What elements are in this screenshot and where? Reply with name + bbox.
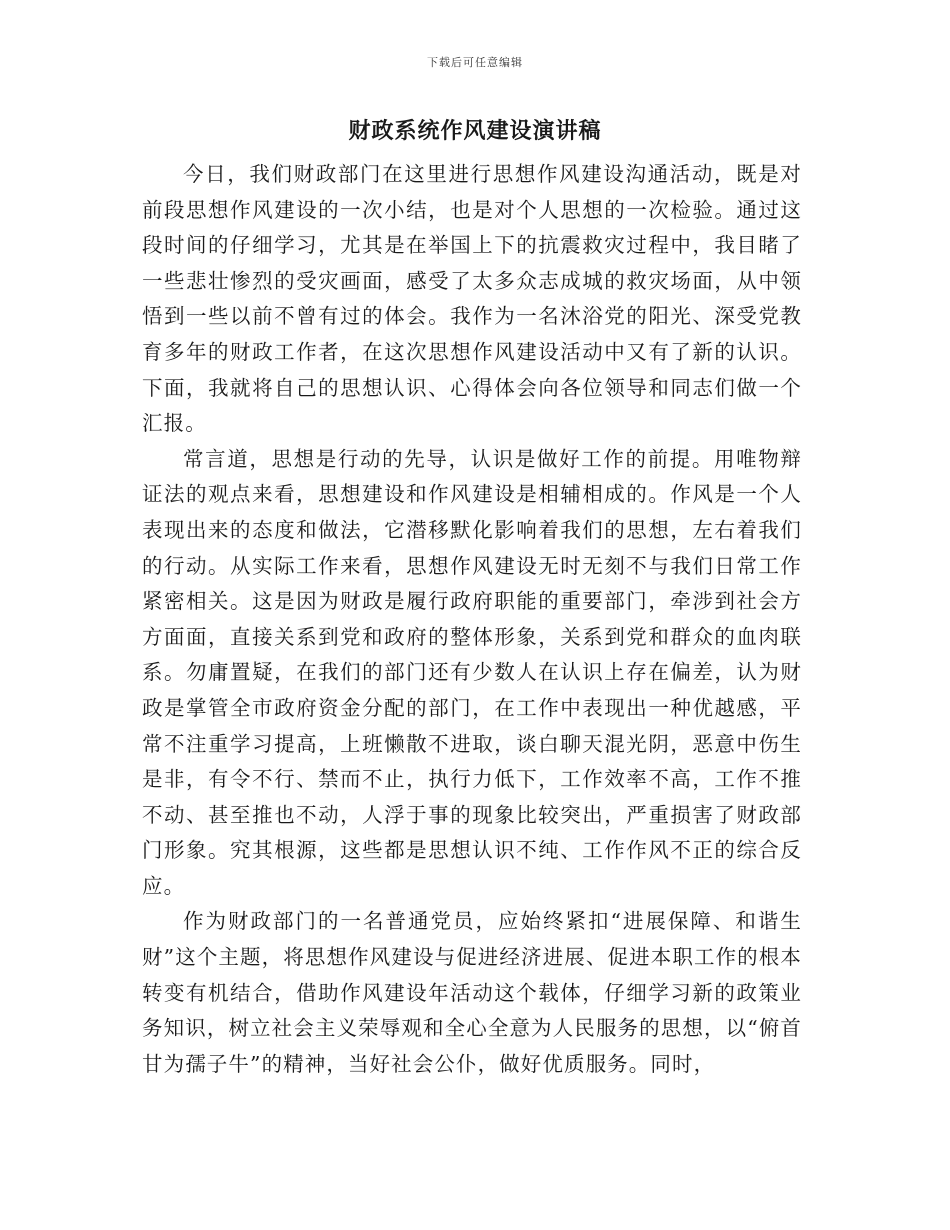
document-title: 财政系统作风建设演讲稿 bbox=[348, 118, 602, 144]
document-body bbox=[142, 157, 802, 1082]
paragraph-2: 常言道，思想是行动的先导，认识是做好工作的前提。用唯物辩证法的观点来看，思想建设和作风建设是相辅相成的。作风是一个人表现出来的态度和做法，它潜移默化影响着我们的思想，左右着我们的行动。从实际工作来看，思想作风建设无时无刻不与我们日常工作紧密相关。这是因为财政是履行政府职能的重要部门，牵涉到社会方方面面，直接关系到党和政府的整体形象，关系到党和群众的血肉联系。勿庸置疑，在我们的部门还有少数人在认识上存在偏差，认为财政是掌管全市政府资金分配的部门，在工作中表现出一种优越感，平常不注重学习提高，上班懒散不进取，谈白聊天混光阴，恶意中伤生是非，有令不行、禁而不止，执行力低下，工作效率不高，工作不推不动、甚至推也不动，人浮于事的现象比较突出，严重损害了财政部门形象。究其根源，这些都是思想认识不纯、工作作风不正的综合反应。 bbox=[142, 446, 802, 898]
paragraph-3: 作为财政部门的一名普通党员，应始终紧扣“进展保障、和谐生财”这个主题，将思想作风建设与促进经济进展、促进本职工作的根本转变有机结合，借助作风建设年活动这个载体，仔细学习新的政策业务知识，树立社会主义荣辱观和全心全意为人民服务的思想，以“俯首甘为孺子牛”的精神，当好社会公仆，做好优质服务。同时， bbox=[142, 909, 802, 1076]
paragraph-1: 今日，我们财政部门在这里进行思想作风建设沟通活动，既是对前段思想作风建设的一次小结，也是对个人思想的一次检验。通过这段时间的仔细学习，尤其是在举国上下的抗震救灾过程中，我目睹了一些悲壮惨烈的受灾画面，感受了太多众志成城的救灾场面，从中领悟到一些以前不曾有过的体会。我作为一名沐浴党的阳光、深受党教育多年的财政工作者，在这次思想作风建设活动中又有了新的认识。下面，我就将自己的思想认识、心得体会向各位领导和同志们做一个汇报。 bbox=[142, 162, 802, 436]
page-header-note: 下载后可任意编辑 bbox=[427, 56, 523, 69]
